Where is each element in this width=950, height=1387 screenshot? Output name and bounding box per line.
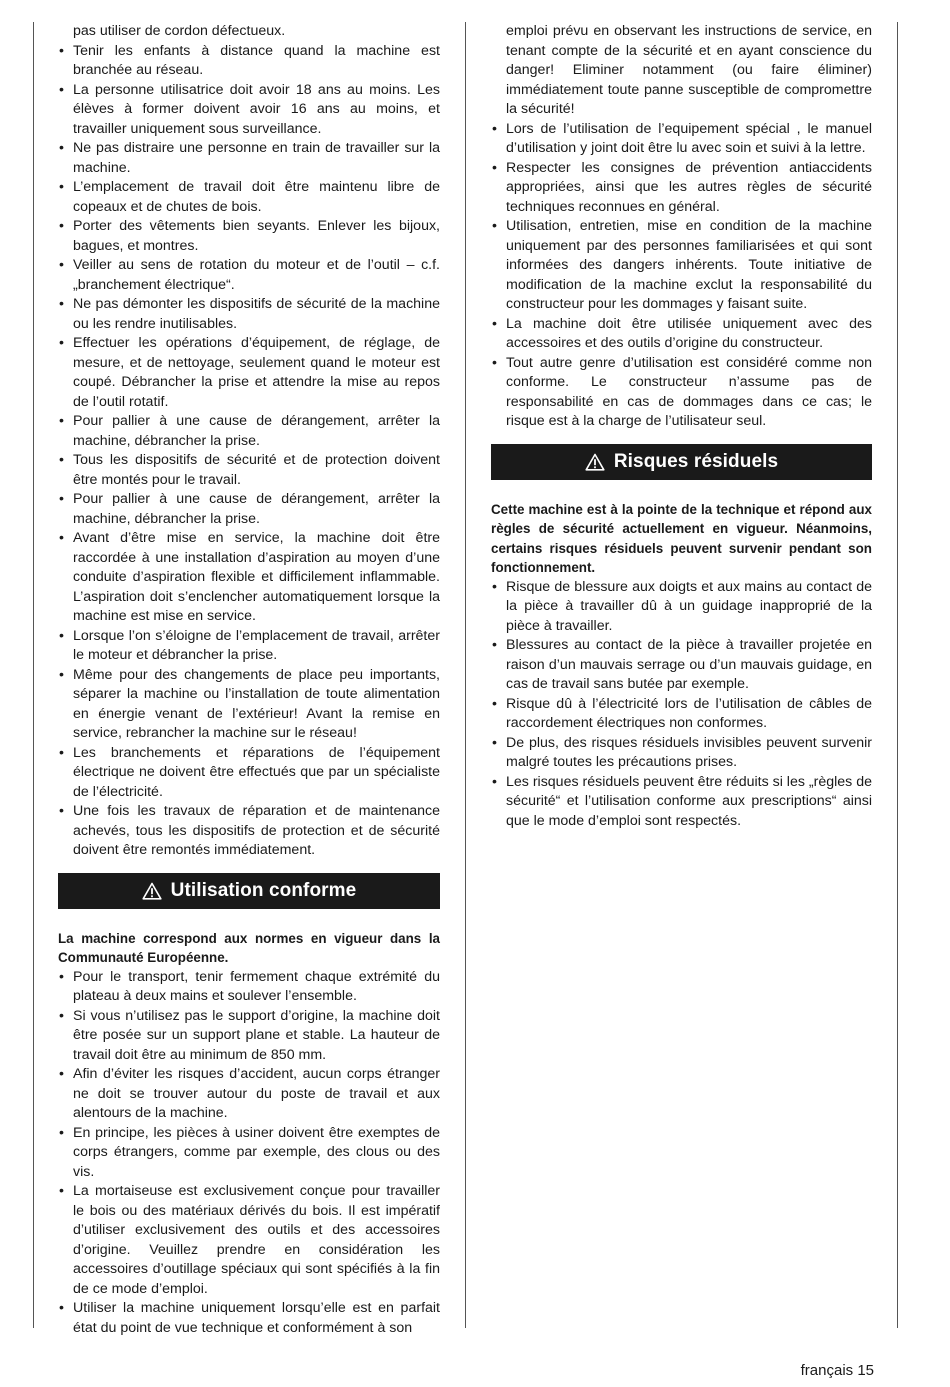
section-intro: Cette machine est à la pointe de la technique et répond aux règles de sécurité actuellement en vigueur. Néanmoins, certains risques résiduels peuvent survenir pendant son fonctionnement. [491, 501, 872, 575]
list-item: • Si vous n’utilisez pas le support d’origine, la machine doit être posée sur un support plane et stable. La hauteur de travail doit être au minimum de 850 mm. [58, 1007, 440, 1066]
list-item: • Risque de blessure aux doigts et aux mains au contact de la pièce à travailler dû à un guidage inapproprié de la pièce à travailler. [491, 578, 872, 637]
column-rule-middle [465, 22, 466, 1328]
list-item: • Respecter les consignes de prévention antiaccidents appropriées, ainsi que les autres règles de sécurité techniques reconnues en général. [491, 159, 872, 218]
list-item: • De plus, des risques résiduels invisibles peuvent survenir malgré toutes les précautions prises. [491, 734, 872, 773]
list-item: • Les risques résiduels peuvent être réduits si les „règles de sécurité“ et l’utilisation conforme aux prescriptions“ ainsi que le mode d’emploi sont respectés. [491, 773, 872, 832]
list-item: • Avant d’être mise en service, la machine doit être raccordée à une installation d’aspiration au moyen d’une conduite d’aspiration flexible et difficilement inflammable. L’aspiration doit s’enclencher automatiquement lorsque la machine est mise en service. [58, 529, 440, 627]
section-title: Utilisation conforme [170, 879, 357, 901]
left-continuation-text: pas utiliser de cordon défectueux. [73, 23, 286, 39]
right-continuation-text: emploi prévu en observant les instructions de service, en tenant compte de la sécurité et en ayant conscience du danger! Eliminer notamment (ou faire éliminer) immédiatement toute panne susceptible de compromettre la sécurité! [506, 23, 872, 117]
list-item: • Pour pallier à une cause de dérangement, arrêter la machine, débrancher la prise. [58, 412, 440, 451]
list-item: • Effectuer les opérations d’équipement, de réglage, de mesure, et de nettoyage, seulement quand le moteur est coupé. Débrancher la prise et attendre la mise au repos de l’outil rotatif. [58, 334, 440, 412]
list-item: • Les branchements et réparations de l’équipement électrique ne doivent être effectués que par un spécialiste de l’électricité. [58, 744, 440, 803]
list-item: • Tenir les enfants à distance quand la machine est branchée au réseau. [58, 42, 440, 81]
list-item: • Même pour des changements de place peu importants, séparer la machine ou l’installation de toute alimentation en énergie venant de l’extérieur! Avant la remise en service, rebrancher la machine sur le réseau! [58, 666, 440, 744]
risques-residuels-list [491, 578, 872, 832]
right-column [491, 22, 872, 831]
list-item: • Porter des vêtements bien seyants. Enlever les bijoux, bagues, et montres. [58, 217, 440, 256]
section-title: Risques résiduels [613, 450, 779, 472]
list-item: • Blessures au contact de la pièce à travailler projetée en raison d’un mauvais serrage ou d’un mauvais guidage, en cas de travail sans butée par exemple. [491, 636, 872, 695]
list-item: • Utiliser la machine uniquement lorsqu’elle est en parfait état du point de vue technique et conformément à son [58, 1299, 440, 1338]
list-item: • Afin d’éviter les risques d’accident, aucun corps étranger ne doit se trouver autour du poste de travail et aux alentours de la machine. [58, 1065, 440, 1124]
left-column [58, 22, 440, 1338]
right-safety-list [491, 120, 872, 432]
list-item: • Ne pas distraire une personne en train de travailler sur la machine. [58, 139, 440, 178]
list-item: • La personne utilisatrice doit avoir 18 ans au moins. Les élèves à former doivent avoir 16 ans au moins, et travailler uniquement sous surveillance. [58, 81, 440, 140]
list-item: • Tous les dispositifs de sécurité et de protection doivent être montés pour le travail. [58, 451, 440, 490]
warning-triangle-icon [142, 882, 162, 900]
list-item: • Une fois les travaux de réparation et de maintenance achevés, tous les dispositifs de protection et de sécurité doivent être remontés immédiatement. [58, 802, 440, 861]
list-item: • En principe, les pièces à usiner doivent être exemptes de corps étrangers, comme par exemple, des clous ou des vis. [58, 1124, 440, 1183]
list-item: • Veiller au sens de rotation du moteur et de l’outil – c.f. „branchement électrique“. [58, 256, 440, 295]
column-rule-left [33, 22, 34, 1328]
list-item: • Tout autre genre d’utilisation est considéré comme non conforme. Le constructeur n’assume pas de responsabilité en cas de dommages dans ce cas; le risque est à la charge de l’utilisateur seul. [491, 354, 872, 432]
list-item: • Lors de l’utilisation de l’equipement spécial , le manuel d’utilisation y joint doit être lu avec soin et suivi à la lettre. [491, 120, 872, 159]
list-item: • Ne pas démonter les dispositifs de sécurité de la machine ou les rendre inutilisables. [58, 295, 440, 334]
list-item: • Risque dû à l’électricité lors de l’utilisation de câbles de raccordement électriques non conformes. [491, 695, 872, 734]
list-item: • Utilisation, entretien, mise en condition de la machine uniquement par des personnes familiarisées et qui sont informées des dangers inhérents. Toute initiative de modification de la machine exclut la responsabilité du constructeur pour les dommages y faisant suite. [491, 217, 872, 315]
warning-triangle-icon [585, 453, 605, 471]
column-rule-right [897, 22, 898, 1328]
page-number: français 15 [800, 1362, 874, 1379]
left-safety-list [58, 42, 440, 861]
list-item: • La mortaiseuse est exclusivement conçue pour travailler le bois ou des matériaux dérivés du bois. Il est impératif d’utiliser exclusivement des outils et des accessoires d’origine. Veuillez prendre en considération les accessoires d’outillage spéciaux qui sont spécifiés à la fin de ce mode d’emploi. [58, 1182, 440, 1299]
list-item: • Pour le transport, tenir fermement chaque extrémité du plateau à deux mains et soulever l’ensemble. [58, 968, 440, 1007]
section-header-utilisation-conforme [58, 873, 440, 909]
list-item: • Pour pallier à une cause de dérangement, arrêter la machine, débrancher la prise. [58, 490, 440, 529]
list-item: • L’emplacement de travail doit être maintenu libre de copeaux et de chutes de bois. [58, 178, 440, 217]
list-item: • La machine doit être utilisée uniquement avec des accessoires et des outils d’origine du constructeur. [491, 315, 872, 354]
section-intro: La machine correspond aux normes en vigueur dans la Communauté Européenne. [58, 930, 440, 965]
list-item: • Lorsque l’on s’éloigne de l’emplacement de travail, arrêter le moteur et débrancher la prise. [58, 627, 440, 666]
utilisation-conforme-list [58, 968, 440, 1339]
section-header-risques-residuels [491, 444, 872, 480]
